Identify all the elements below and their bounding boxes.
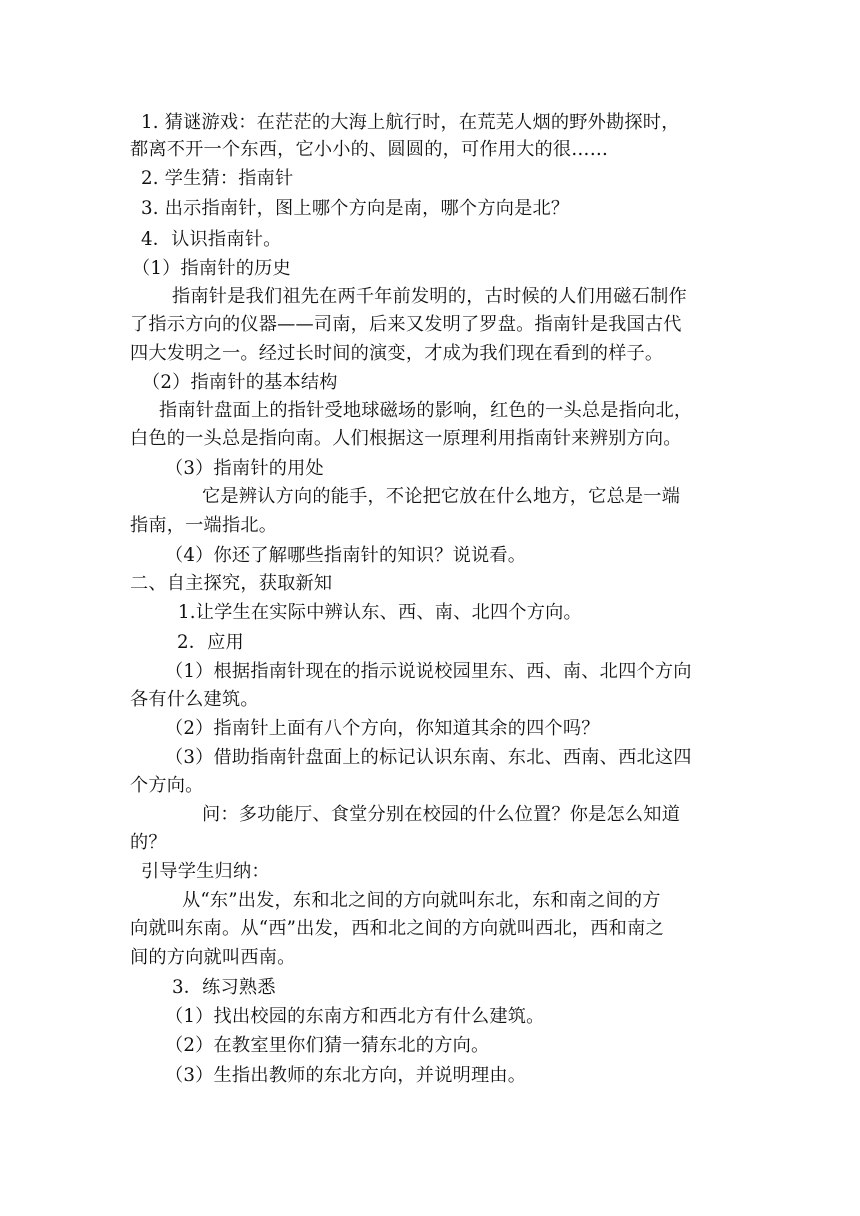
text-line: （1）根据指南针现在的指示说说校园里东、西、南、北四个方向 — [165, 661, 692, 682]
text-line: 向就叫东南。从“西”出发，西和北之间的方向就叫西北，西和南之 — [130, 918, 664, 939]
text-line: （1）指南针的历史 — [132, 258, 291, 279]
text-line: 从“东”出发，东和北之间的方向就叫东北，东和南之间的方 — [182, 890, 661, 911]
text-line: 指南针是我们祖先在两千年前发明的，古时候的人们用磁石制作 — [172, 286, 687, 307]
text-line: 3. 出示指南针，图上哪个方向是南，哪个方向是北？ — [141, 198, 570, 219]
text-line: （2）指南针上面有八个方向，你知道其余的四个吗？ — [165, 718, 600, 739]
text-line: 3．练习熟悉 — [172, 977, 276, 998]
text-line: （2）在教室里你们猜一猜东北的方向。 — [165, 1035, 490, 1056]
text-line: 问：多功能厅、食堂分别在校园的什么位置？你是怎么知道 — [202, 804, 681, 825]
section-heading: 二、自主探究，获取新知 — [130, 573, 333, 594]
text-line: （3）生指出教师的东北方向，并说明理由。 — [165, 1065, 527, 1086]
text-line: 了指示方向的仪器——司南，后来又发明了罗盘。指南针是我国古代 — [130, 314, 682, 335]
text-line: 1.让学生在实际中辨认东、西、南、北四个方向。 — [178, 602, 582, 623]
text-line: 指南针盘面上的指针受地球磁场的影响，红色的一头总是指向北， — [159, 400, 693, 421]
text-line: 各有什么建筑。 — [130, 689, 259, 710]
text-line: 4．认识指南针。 — [141, 229, 282, 250]
text-line: 的？ — [130, 832, 167, 853]
text-line: （4）你还了解哪些指南针的知识？说说看。 — [165, 545, 527, 566]
text-line: 引导学生归纳： — [141, 861, 270, 882]
text-line: （1）找出校园的东南方和西北方有什么建筑。 — [165, 1006, 545, 1027]
text-line: （3）借助指南针盘面上的标记认识东南、东北、西南、西北这四 — [165, 747, 692, 768]
text-line: 它是辨认方向的能手，不论把它放在什么地方，它总是一端 — [202, 486, 681, 507]
text-line: 四大发明之一。经过长时间的演变，才成为我们现在看到的样子。 — [130, 343, 664, 364]
text-line: 指南，一端指北。 — [130, 515, 278, 536]
text-line: 2．应用 — [177, 632, 244, 653]
text-line: 1. 猜谜游戏：在茫茫的大海上航行时，在荒芜人烟的野外勘探时， — [141, 112, 680, 133]
text-line: 白色的一头总是指向南。人们根据这一原理利用指南针来辨别方向。 — [130, 428, 682, 449]
text-line: 2. 学生猜：指南针 — [141, 168, 294, 189]
text-line: 都离不开一个东西，它小小的、圆圆的，可作用大的很…… — [130, 139, 609, 160]
text-line: （2）指南针的基本结构 — [142, 372, 338, 393]
text-line: 间的方向就叫西南。 — [130, 947, 296, 968]
text-line: 个方向。 — [130, 775, 204, 796]
text-line: （3）指南针的用处 — [165, 458, 324, 479]
